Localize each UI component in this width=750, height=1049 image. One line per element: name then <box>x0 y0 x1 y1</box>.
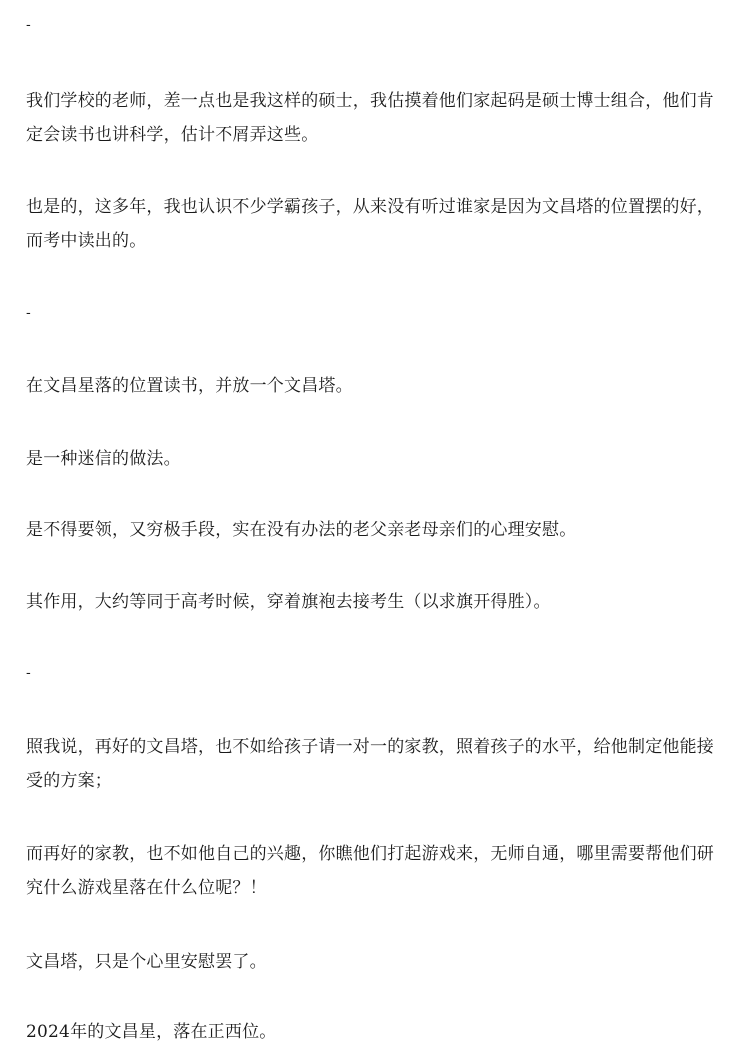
paragraph: 其作用，大约等同于高考时候，穿着旗袍去接考生（以求旗开得胜）。 <box>26 592 551 612</box>
section-separator: - <box>26 17 31 33</box>
paragraph: 也是的，这多年，我也认识不少学霸孩子，从来没有听过谁家是因为文昌塔的位置摆的好，而考中读出的。 <box>26 197 714 251</box>
paragraph: 是不得要领，又穷极手段，实在没有办法的老父亲老母亲们的心理安慰。 <box>26 520 577 540</box>
section-separator: - <box>26 665 31 681</box>
paragraph: 文昌塔，只是个心里安慰罢了。 <box>26 952 267 972</box>
paragraph: 照我说，再好的文昌塔，也不如给孩子请一对一的家教，照着孩子的水平，给他制定他能接受的方案； <box>26 737 714 791</box>
paragraph: 2024年的文昌星，落在正西位。 <box>26 1022 277 1042</box>
paragraph: 而再好的家教，也不如他自己的兴趣，你瞧他们打起游戏来，无师自通，哪里需要帮他们研究什么游戏星落在什么位呢？！ <box>26 844 714 898</box>
section-separator: - <box>26 305 31 321</box>
paragraph: 我们学校的老师，差一点也是我这样的硕士，我估摸着他们家起码是硕士博士组合，他们肯定会读书也讲科学，估计不屑弄这些。 <box>26 91 714 145</box>
paragraph: 在文昌星落的位置读书，并放一个文昌塔。 <box>26 376 353 396</box>
paragraph: 是一种迷信的做法。 <box>26 449 181 469</box>
